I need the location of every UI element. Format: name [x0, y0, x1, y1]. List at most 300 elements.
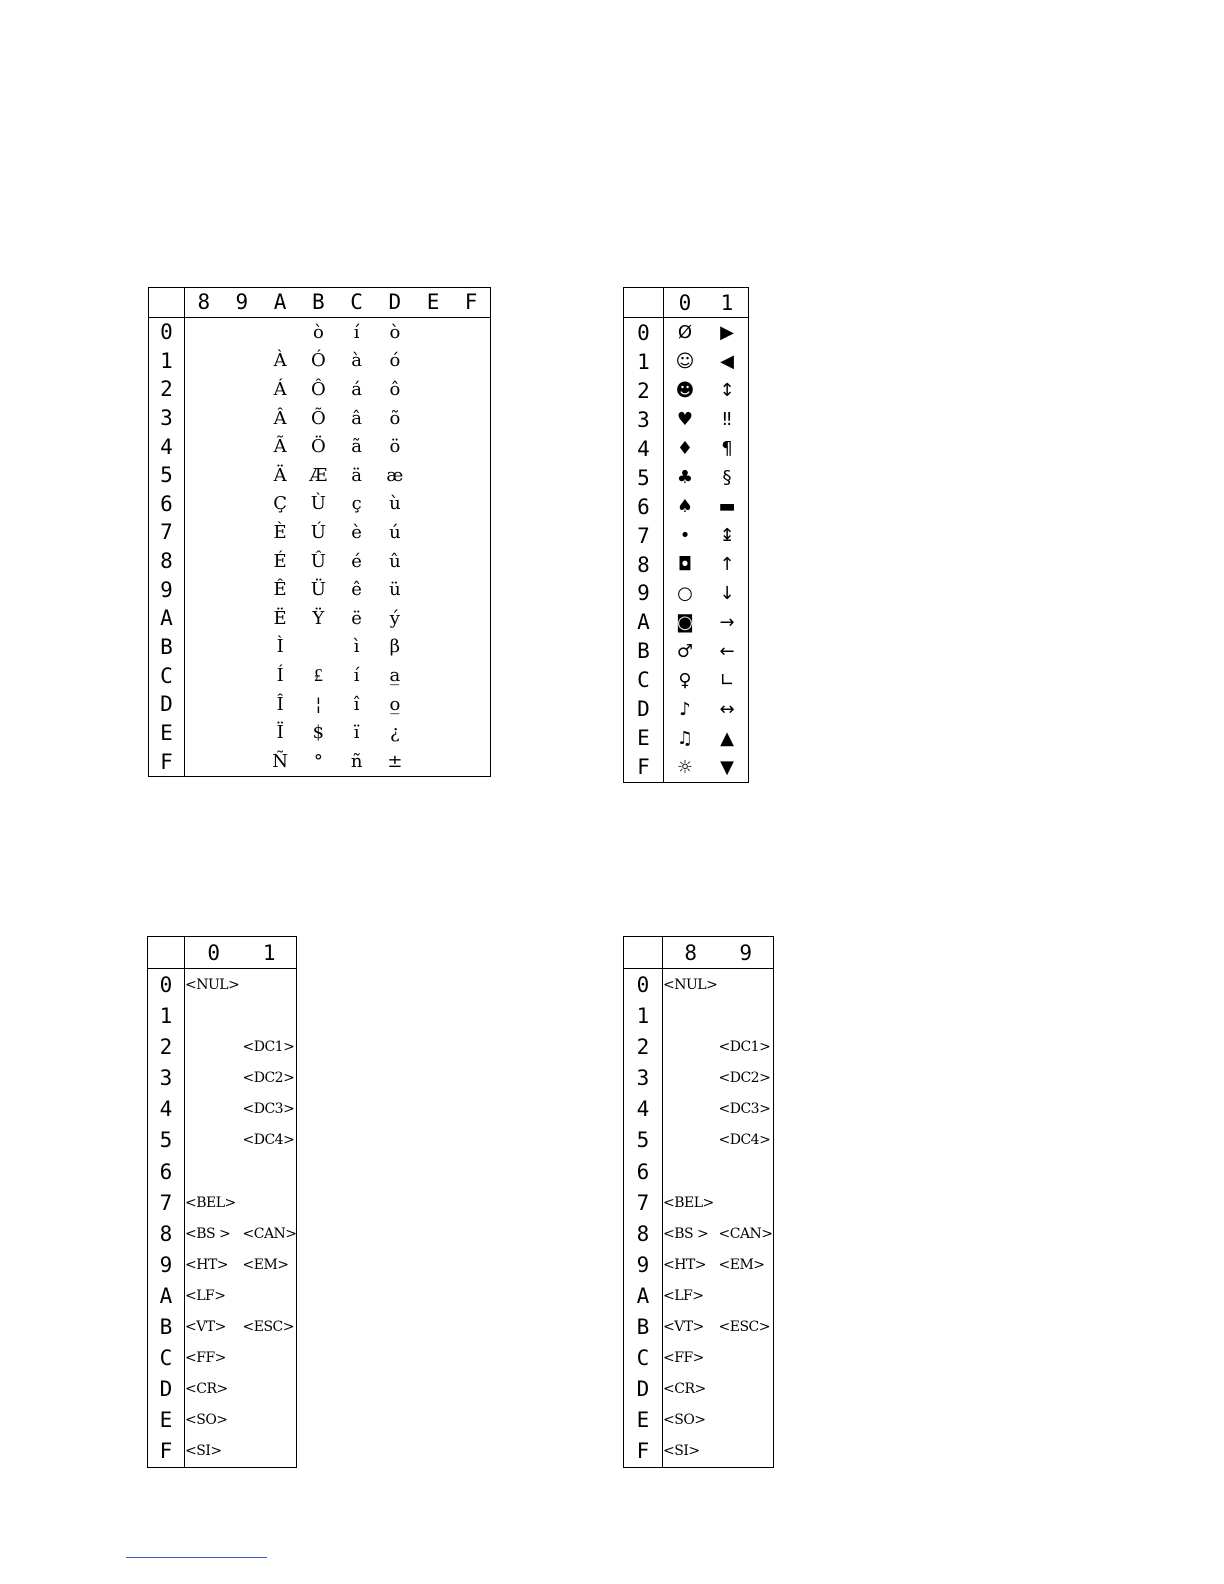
row-header: 4	[149, 432, 185, 461]
character-cell	[223, 490, 261, 519]
character-cell: Ú	[310, 521, 326, 543]
column-header: A	[261, 288, 299, 318]
character-cell: ì	[353, 636, 360, 658]
character-cell: Á	[273, 378, 287, 400]
row-header: D	[624, 1374, 663, 1405]
character-cell	[414, 747, 452, 776]
table-row	[624, 1063, 774, 1094]
character-cell: Ÿ	[312, 607, 325, 629]
table-row	[149, 604, 491, 633]
row-header: 0	[624, 969, 663, 1001]
character-cell	[185, 718, 223, 747]
character-cell	[223, 375, 261, 404]
row-header: 4	[624, 1094, 663, 1125]
character-cell: ◀	[720, 351, 734, 373]
header-row	[624, 937, 774, 969]
row-header: B	[148, 1311, 185, 1342]
row-header: E	[624, 724, 664, 753]
table-row	[624, 1094, 774, 1125]
character-cell: <LF>	[185, 1287, 226, 1304]
character-cell: ☺	[675, 351, 695, 373]
character-cell: Ó	[310, 350, 326, 372]
character-cell: à	[351, 350, 362, 372]
row-header: 6	[624, 1156, 663, 1187]
column-header: 1	[243, 937, 297, 969]
character-cell	[414, 375, 452, 404]
table-row	[149, 518, 491, 547]
table-row	[624, 1001, 774, 1032]
row-header: A	[148, 1280, 185, 1311]
table-row	[148, 1311, 297, 1342]
corner-cell	[149, 288, 185, 318]
character-cell: <HT>	[185, 1256, 229, 1273]
character-cell	[223, 404, 261, 433]
character-cell	[243, 1187, 297, 1218]
character-cell: <DC3>	[718, 1101, 771, 1118]
character-cell	[223, 461, 261, 490]
character-cell: ♠	[676, 496, 694, 518]
row-header: 1	[624, 1001, 663, 1032]
table-row	[624, 969, 774, 1001]
character-cell: è	[351, 521, 362, 543]
row-header: F	[148, 1436, 185, 1468]
row-header: 5	[624, 1125, 663, 1156]
table-row	[624, 347, 749, 376]
character-cell	[185, 317, 223, 346]
character-cell	[414, 575, 452, 604]
character-cell: ã	[351, 436, 362, 458]
character-cell: ₤	[313, 665, 323, 687]
character-cell: È	[273, 521, 287, 543]
row-header: 2	[624, 376, 664, 405]
row-header: C	[149, 661, 185, 690]
character-cell: û	[389, 550, 401, 572]
character-cell	[185, 1063, 243, 1094]
row-header: 7	[149, 518, 185, 547]
character-cell	[719, 1342, 774, 1373]
character-cell: ♥	[676, 409, 694, 431]
character-cell: Ã	[273, 436, 287, 458]
character-cell	[452, 575, 490, 604]
character-cell: Ù	[310, 493, 326, 515]
character-cell	[452, 404, 490, 433]
table-row	[149, 347, 491, 376]
character-cell: <SI>	[663, 1443, 700, 1460]
character-cell: ¦	[315, 693, 322, 715]
character-cell	[185, 347, 223, 376]
character-cell: •	[679, 525, 691, 547]
character-cell: ‼	[722, 409, 732, 431]
character-cell: ↓	[719, 582, 735, 604]
table-row	[149, 718, 491, 747]
character-cell: ∟	[719, 669, 735, 691]
corner-cell	[624, 288, 664, 318]
character-cell	[223, 518, 261, 547]
character-cell	[452, 604, 490, 633]
row-header: A	[624, 1280, 663, 1311]
character-cell: Ì	[276, 636, 284, 658]
row-header: 1	[148, 1001, 185, 1032]
table-row	[148, 1001, 297, 1032]
character-cell: Ñ	[272, 751, 288, 773]
character-cell: ý	[389, 607, 400, 629]
character-cell	[452, 661, 490, 690]
character-cell: <SO>	[663, 1412, 706, 1429]
table-row	[149, 375, 491, 404]
character-cell	[223, 347, 261, 376]
table-row	[624, 753, 749, 783]
character-cell	[663, 1125, 719, 1156]
character-cell: ò	[389, 321, 401, 343]
character-cell	[185, 547, 223, 576]
character-cell	[243, 1342, 297, 1373]
table-row	[624, 1218, 774, 1249]
character-cell: <VT>	[185, 1318, 226, 1335]
row-header: 7	[624, 521, 664, 550]
footnote-rule	[126, 1557, 267, 1558]
character-cell: ï	[353, 722, 360, 744]
character-cell	[185, 661, 223, 690]
character-cell	[452, 690, 490, 719]
column-header: D	[376, 288, 414, 318]
character-cell: ▶	[720, 322, 734, 344]
table-row	[624, 492, 749, 521]
character-cell: Ê	[273, 579, 287, 601]
character-cell: Ü	[310, 579, 326, 601]
character-cell	[299, 633, 337, 662]
row-header: 2	[624, 1032, 663, 1063]
character-cell	[663, 1032, 719, 1063]
row-header: 4	[624, 434, 664, 463]
table-row	[149, 461, 491, 490]
row-header: 8	[624, 550, 664, 579]
row-header: B	[624, 1311, 663, 1342]
character-cell: <CAN>	[242, 1225, 297, 1242]
character-cell: ë	[351, 607, 362, 629]
character-cell: <FF>	[185, 1349, 226, 1366]
character-cell: <BS >	[185, 1225, 231, 1242]
character-cell: Æ	[309, 464, 328, 486]
character-cell: ☻	[675, 380, 695, 402]
table-row	[148, 969, 297, 1001]
character-cell: ñ	[350, 751, 363, 773]
character-cell: →	[719, 611, 735, 633]
character-cell: Â	[273, 407, 287, 429]
row-header: E	[148, 1405, 185, 1436]
character-cell: <FF>	[663, 1349, 704, 1366]
character-cell: <DC3>	[242, 1101, 295, 1118]
row-header: C	[148, 1342, 185, 1373]
row-header: 2	[149, 375, 185, 404]
character-cell: Ö	[310, 436, 326, 458]
character-cell: Ô	[310, 378, 326, 400]
character-cell	[452, 375, 490, 404]
table-row	[624, 1342, 774, 1373]
column-header: 1	[706, 288, 749, 318]
character-cell: ±	[387, 751, 403, 773]
character-cell: <EM>	[242, 1256, 289, 1273]
row-header: 0	[149, 317, 185, 346]
character-cell: Ä	[273, 464, 287, 486]
table-row	[624, 376, 749, 405]
table-row	[148, 1249, 297, 1280]
table-row	[148, 1280, 297, 1311]
character-cell: ←	[719, 640, 735, 662]
table-row	[624, 1405, 774, 1436]
row-header: 9	[149, 575, 185, 604]
character-cell	[414, 633, 452, 662]
character-cell	[185, 461, 223, 490]
character-cell	[223, 317, 261, 346]
character-cell: Û	[310, 550, 326, 572]
row-header: 7	[624, 1187, 663, 1218]
character-cell: ù	[389, 493, 401, 515]
character-cell	[663, 1156, 719, 1187]
character-cell	[223, 747, 261, 776]
character-cell: î	[353, 693, 360, 715]
character-cell: <DC1>	[718, 1039, 771, 1056]
character-cell: ô	[389, 378, 401, 400]
character-cell: $	[312, 722, 325, 744]
table-row	[624, 434, 749, 463]
row-header: 7	[148, 1187, 185, 1218]
table-row	[624, 1187, 774, 1218]
character-cell: ü	[389, 579, 401, 601]
character-cell: a̲	[389, 665, 401, 687]
character-cell: ◙	[676, 611, 694, 633]
character-cell: <CAN>	[718, 1225, 773, 1242]
character-cell: ê	[351, 579, 362, 601]
table-row	[149, 747, 491, 776]
character-cell	[719, 1374, 774, 1405]
character-cell	[223, 718, 261, 747]
character-cell: À	[273, 350, 287, 372]
character-cell: Ç	[273, 493, 288, 515]
character-cell	[223, 604, 261, 633]
character-cell: <ESC>	[242, 1318, 294, 1335]
character-cell	[452, 432, 490, 461]
row-header: 1	[149, 347, 185, 376]
row-header: E	[624, 1405, 663, 1436]
table-row	[149, 490, 491, 519]
character-cell	[414, 461, 452, 490]
character-cell	[452, 490, 490, 519]
character-cell	[452, 518, 490, 547]
character-cell	[719, 1156, 774, 1187]
character-cell	[243, 1374, 297, 1405]
table-row	[624, 1280, 774, 1311]
table-row	[624, 1032, 774, 1063]
character-cell	[185, 1156, 243, 1187]
table-row	[624, 521, 749, 550]
table-row	[149, 317, 491, 346]
character-cell: ¶	[721, 438, 733, 460]
row-header: D	[148, 1374, 185, 1405]
character-cell	[223, 432, 261, 461]
header-row	[148, 937, 297, 969]
row-header: A	[624, 608, 664, 637]
column-header: C	[338, 288, 376, 318]
table-row	[624, 608, 749, 637]
character-cell: ↕	[719, 380, 735, 402]
table-row	[149, 404, 491, 433]
character-cell	[185, 375, 223, 404]
character-cell: é	[351, 550, 362, 572]
character-cell: õ	[389, 407, 401, 429]
character-cell: <SO>	[185, 1412, 228, 1429]
character-cell	[719, 1280, 774, 1311]
table-row	[148, 1218, 297, 1249]
character-cell	[185, 490, 223, 519]
row-header: 3	[148, 1063, 185, 1094]
character-cell	[243, 969, 297, 1001]
character-cell: <NUL>	[663, 976, 718, 993]
character-cell	[452, 747, 490, 776]
character-cell: í	[353, 321, 360, 343]
table-row	[148, 1187, 297, 1218]
character-cell: ♂	[676, 640, 694, 662]
character-cell	[414, 718, 452, 747]
character-cell: É	[273, 550, 287, 572]
row-header: 5	[149, 461, 185, 490]
character-cell	[663, 1001, 719, 1032]
character-cell	[663, 1094, 719, 1125]
character-cell	[719, 1405, 774, 1436]
row-header: C	[624, 1342, 663, 1373]
row-header: 0	[624, 318, 664, 348]
character-cell	[223, 633, 261, 662]
character-cell: ♫	[676, 727, 694, 749]
character-cell	[663, 1063, 719, 1094]
row-header: 8	[149, 547, 185, 576]
column-header: 0	[185, 937, 243, 969]
table-row	[149, 575, 491, 604]
character-cell: <HT>	[663, 1256, 707, 1273]
table-row	[624, 579, 749, 608]
character-cell	[243, 1156, 297, 1187]
row-header: 6	[624, 492, 664, 521]
row-header: 0	[148, 969, 185, 1001]
character-cell: ò	[312, 321, 324, 343]
table-row	[624, 1436, 774, 1468]
character-cell: Ï	[276, 722, 284, 744]
character-cell: Ø	[677, 322, 693, 344]
character-cell	[185, 1094, 243, 1125]
row-header: 5	[148, 1125, 185, 1156]
table-row	[148, 1342, 297, 1373]
character-cell	[185, 604, 223, 633]
table-row	[148, 1125, 297, 1156]
row-header: 9	[624, 579, 664, 608]
row-header: C	[624, 666, 664, 695]
corner-cell	[624, 937, 663, 969]
character-cell: ▼	[720, 756, 734, 778]
column-header: 8	[663, 937, 719, 969]
table-row	[149, 690, 491, 719]
character-cell	[719, 969, 774, 1001]
row-header: 9	[624, 1249, 663, 1280]
row-header: F	[624, 753, 664, 783]
character-cell	[414, 347, 452, 376]
character-cell	[243, 1405, 297, 1436]
corner-cell	[148, 937, 185, 969]
character-cell	[223, 661, 261, 690]
character-cell	[452, 317, 490, 346]
character-cell: <LF>	[663, 1287, 704, 1304]
character-cell	[185, 518, 223, 547]
character-cell	[414, 404, 452, 433]
column-header: B	[299, 288, 337, 318]
row-header: 6	[149, 490, 185, 519]
character-cell	[185, 404, 223, 433]
character-cell	[185, 575, 223, 604]
table-row	[148, 1436, 297, 1468]
table-row	[148, 1094, 297, 1125]
character-cell	[414, 547, 452, 576]
character-cell	[414, 690, 452, 719]
row-header: 2	[148, 1032, 185, 1063]
character-cell: <EM>	[718, 1256, 765, 1273]
character-cell: ó	[389, 350, 401, 372]
character-cell: ▬	[718, 496, 736, 518]
character-cell: ↨	[719, 525, 735, 547]
row-header: E	[149, 718, 185, 747]
character-cell	[414, 518, 452, 547]
character-cell	[719, 1001, 774, 1032]
table-row	[148, 1063, 297, 1094]
character-cell	[185, 747, 223, 776]
character-cell: ▲	[720, 727, 734, 749]
table-row	[624, 666, 749, 695]
character-cell: ♪	[679, 698, 691, 720]
table-row	[624, 1156, 774, 1187]
table-row	[624, 1249, 774, 1280]
character-cell	[185, 1001, 243, 1032]
row-header: 3	[624, 405, 664, 434]
table-row	[148, 1405, 297, 1436]
character-cell	[452, 347, 490, 376]
character-cell: í	[353, 665, 360, 687]
character-cell: Õ	[310, 407, 326, 429]
character-cell	[185, 633, 223, 662]
row-header: 1	[624, 347, 664, 376]
character-cell	[243, 1280, 297, 1311]
header-row	[149, 288, 491, 318]
character-cell: <CR>	[185, 1381, 228, 1398]
character-cell	[414, 604, 452, 633]
character-cell: <CR>	[663, 1381, 706, 1398]
character-cell	[223, 690, 261, 719]
character-cell: <DC2>	[718, 1070, 771, 1087]
character-cell: <DC4>	[242, 1132, 295, 1149]
character-cell	[243, 1001, 297, 1032]
character-cell	[452, 461, 490, 490]
table-row	[624, 1311, 774, 1342]
row-header: F	[149, 747, 185, 776]
column-header: 9	[223, 288, 261, 318]
character-cell	[185, 690, 223, 719]
character-cell: <NUL>	[185, 976, 240, 993]
character-cell: <DC1>	[242, 1039, 295, 1056]
character-cell: <DC4>	[718, 1132, 771, 1149]
character-cell: ♦	[676, 438, 694, 460]
table-row	[624, 1374, 774, 1405]
column-header: 8	[185, 288, 223, 318]
character-cell	[452, 633, 490, 662]
character-cell: ¿	[390, 722, 400, 744]
table-row	[148, 1374, 297, 1405]
character-cell	[414, 490, 452, 519]
